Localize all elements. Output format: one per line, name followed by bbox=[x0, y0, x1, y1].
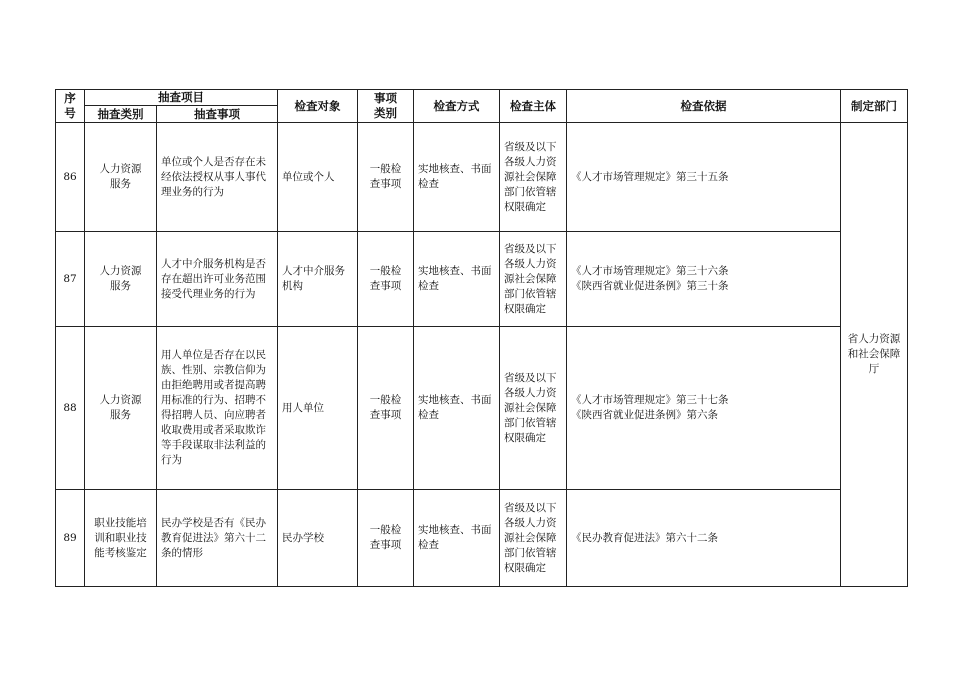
header-check-item: 抽查项目 bbox=[85, 90, 278, 106]
check-method: 实地核查、书面 检查 bbox=[414, 327, 500, 490]
header-basis: 检查依据 bbox=[567, 90, 841, 123]
header-subject: 检查主体 bbox=[500, 90, 567, 123]
matter-type: 一般检 查事项 bbox=[358, 490, 414, 587]
check-method: 实地核查、书面 检查 bbox=[414, 232, 500, 327]
department-cell: 省人力资源 和社会保障 厅 bbox=[841, 123, 908, 587]
header-method: 检查方式 bbox=[414, 90, 500, 123]
matter-type: 一般检 查事项 bbox=[358, 232, 414, 327]
header-check-matter: 抽查事项 bbox=[157, 106, 278, 123]
inspection-table bbox=[55, 89, 908, 587]
check-subject: 省级及以下 各级人力资 源社会保障 部门依管辖 权限确定 bbox=[500, 123, 567, 232]
check-basis: 《人才市场管理规定》第三十五条 bbox=[567, 123, 841, 232]
row-number: 86 bbox=[56, 123, 85, 232]
header-matter-type: 事项 类别 bbox=[358, 90, 414, 123]
header-seq: 序 号 bbox=[56, 90, 85, 123]
check-target: 人才中介服务 机构 bbox=[278, 232, 358, 327]
check-category: 人力资源 服务 bbox=[85, 327, 157, 490]
table-row bbox=[56, 123, 908, 232]
matter-type: 一般检 查事项 bbox=[358, 327, 414, 490]
check-matter: 用人单位是否存在以民族、性别、宗教信仰为由拒绝聘用或者提高聘用标准的行为、招聘不得招聘人员、向应聘者收取费用或者采取欺诈等手段谋取非法利益的行为 bbox=[157, 327, 278, 490]
check-matter: 单位或个人是否存在未经依法授权从事人事代理业务的行为 bbox=[157, 123, 278, 232]
check-subject: 省级及以下 各级人力资 源社会保障 部门依管辖 权限确定 bbox=[500, 327, 567, 490]
header-check-category: 抽查类别 bbox=[85, 106, 157, 123]
check-method: 实地核查、书面 检查 bbox=[414, 490, 500, 587]
check-target: 民办学校 bbox=[278, 490, 358, 587]
check-target: 单位或个人 bbox=[278, 123, 358, 232]
check-basis: 《人才市场管理规定》第三十六条 《陕西省就业促进条例》第三十条 bbox=[567, 232, 841, 327]
check-category: 人力资源 服务 bbox=[85, 123, 157, 232]
check-matter: 人才中介服务机构是否存在超出许可业务范围接受代理业务的行为 bbox=[157, 232, 278, 327]
check-basis: 《人才市场管理规定》第三十七条 《陕西省就业促进条例》第六条 bbox=[567, 327, 841, 490]
check-category: 职业技能培 训和职业技 能考核鉴定 bbox=[85, 490, 157, 587]
check-target: 用人单位 bbox=[278, 327, 358, 490]
table-row bbox=[56, 490, 908, 587]
check-method: 实地核查、书面 检查 bbox=[414, 123, 500, 232]
matter-type: 一般检 查事项 bbox=[358, 123, 414, 232]
check-category: 人力资源 服务 bbox=[85, 232, 157, 327]
table-row bbox=[56, 327, 908, 490]
check-matter: 民办学校是否有《民办教育促进法》第六十二条的情形 bbox=[157, 490, 278, 587]
header-target: 检查对象 bbox=[278, 90, 358, 123]
check-subject: 省级及以下 各级人力资 源社会保障 部门依管辖 权限确定 bbox=[500, 490, 567, 587]
check-basis: 《民办教育促进法》第六十二条 bbox=[567, 490, 841, 587]
row-number: 87 bbox=[56, 232, 85, 327]
header-department: 制定部门 bbox=[841, 90, 908, 123]
check-subject: 省级及以下 各级人力资 源社会保障 部门依管辖 权限确定 bbox=[500, 232, 567, 327]
table-row bbox=[56, 232, 908, 327]
row-number: 89 bbox=[56, 490, 85, 587]
row-number: 88 bbox=[56, 327, 85, 490]
